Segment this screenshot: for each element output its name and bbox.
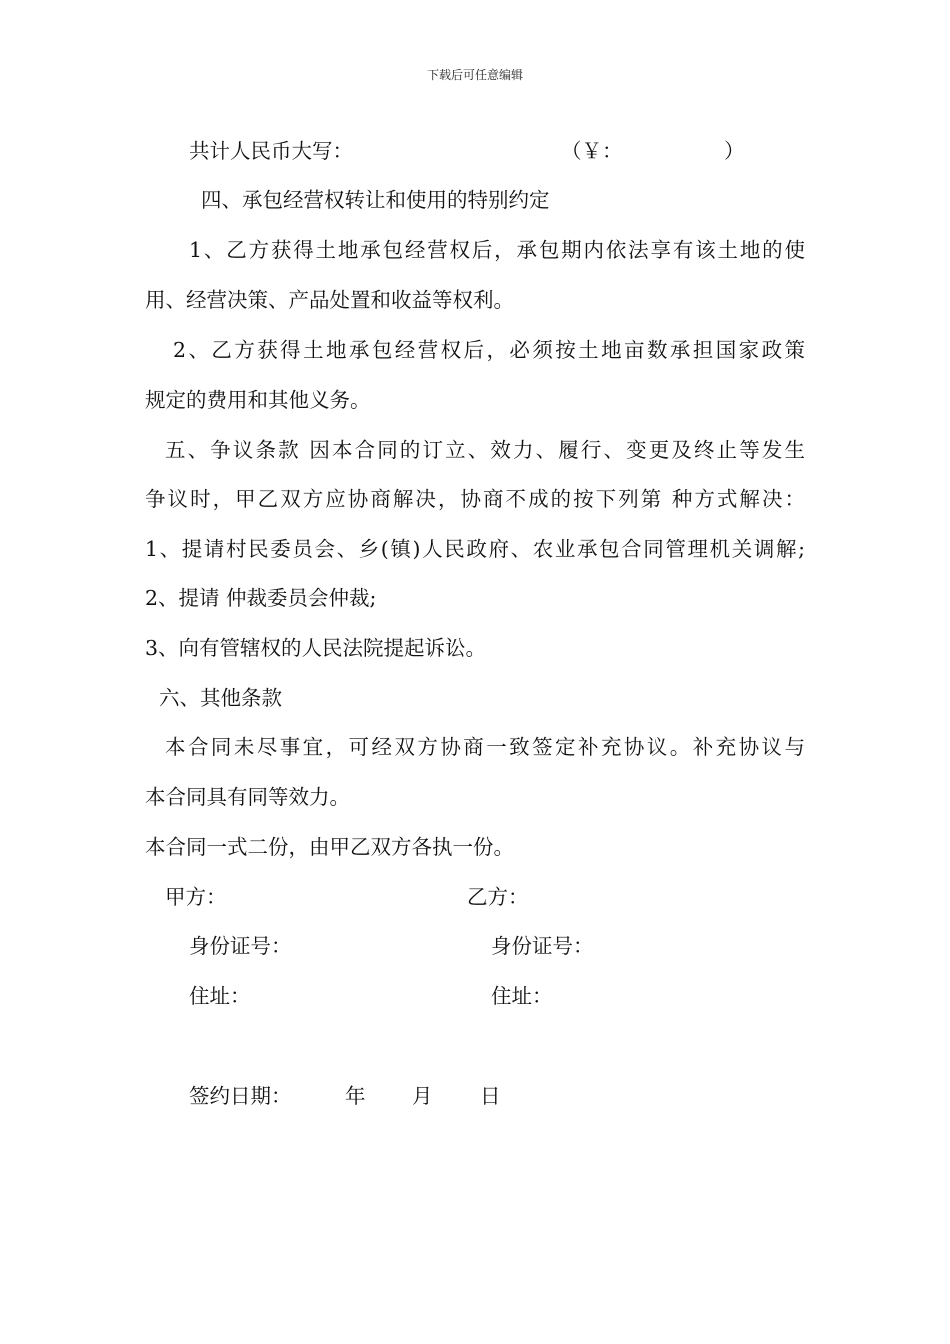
section-6-para-1-line-1: 本合同未尽事宜，可经双方协商一致签定补充协议。补充协议与: [165, 735, 805, 759]
page-header: 下载后可任意编辑: [426, 68, 523, 82]
section-4-item-2-line-1: 2、乙方获得土地承包经营权后，必须按土地亩数承担国家政策: [173, 338, 805, 362]
party-b-label: 乙方：: [467, 885, 529, 909]
total-amount-label: 共计人民币大写：: [189, 139, 353, 163]
signing-date-year: 年: [345, 1084, 366, 1108]
section-5-option-3: 3、向有管辖权的人民法院提起诉讼。: [145, 636, 487, 660]
section-6-para-1-line-2: 本合同具有同等效力。: [145, 785, 350, 809]
section-4-item-1-line-1: 1、乙方获得土地承包经营权后，承包期内依法享有该土地的使: [189, 238, 805, 262]
party-b-id-label: 身份证号：: [491, 934, 594, 958]
section-5-line-1: 五、争议条款 因本合同的订立、效力、履行、变更及终止等发生: [165, 438, 805, 462]
section-4-title: 四、承包经营权转让和使用的特别约定: [201, 188, 550, 212]
party-a-address-label: 住址：: [189, 984, 251, 1008]
signing-date-label: 签约日期：: [189, 1084, 292, 1108]
yen-amount-open: （￥：: [561, 139, 623, 163]
section-5-line-2: 争议时，甲乙双方应协商解决，协商不成的按下列第 种方式解决：: [145, 487, 805, 511]
section-5-option-1: 1、提请村民委员会、乡(镇)人民政府、农业承包合同管理机关调解;: [145, 537, 805, 561]
section-6-title: 六、其他条款: [159, 686, 282, 710]
signing-date-day: 日: [480, 1084, 501, 1108]
section-6-para-2: 本合同一式二份，由甲乙双方各执一份。: [145, 835, 514, 859]
party-a-label: 甲方：: [165, 885, 227, 909]
section-4-item-2-line-2: 规定的费用和其他义务。: [145, 388, 371, 412]
party-a-id-label: 身份证号：: [189, 934, 292, 958]
section-4-item-1-line-2: 用、经营决策、产品处置和收益等权利。: [145, 288, 514, 312]
yen-amount-close: ）: [724, 139, 745, 163]
signing-date-month: 月: [412, 1084, 433, 1108]
party-b-address-label: 住址：: [491, 984, 553, 1008]
section-5-option-2: 2、提请 仲裁委员会仲裁;: [145, 586, 377, 610]
